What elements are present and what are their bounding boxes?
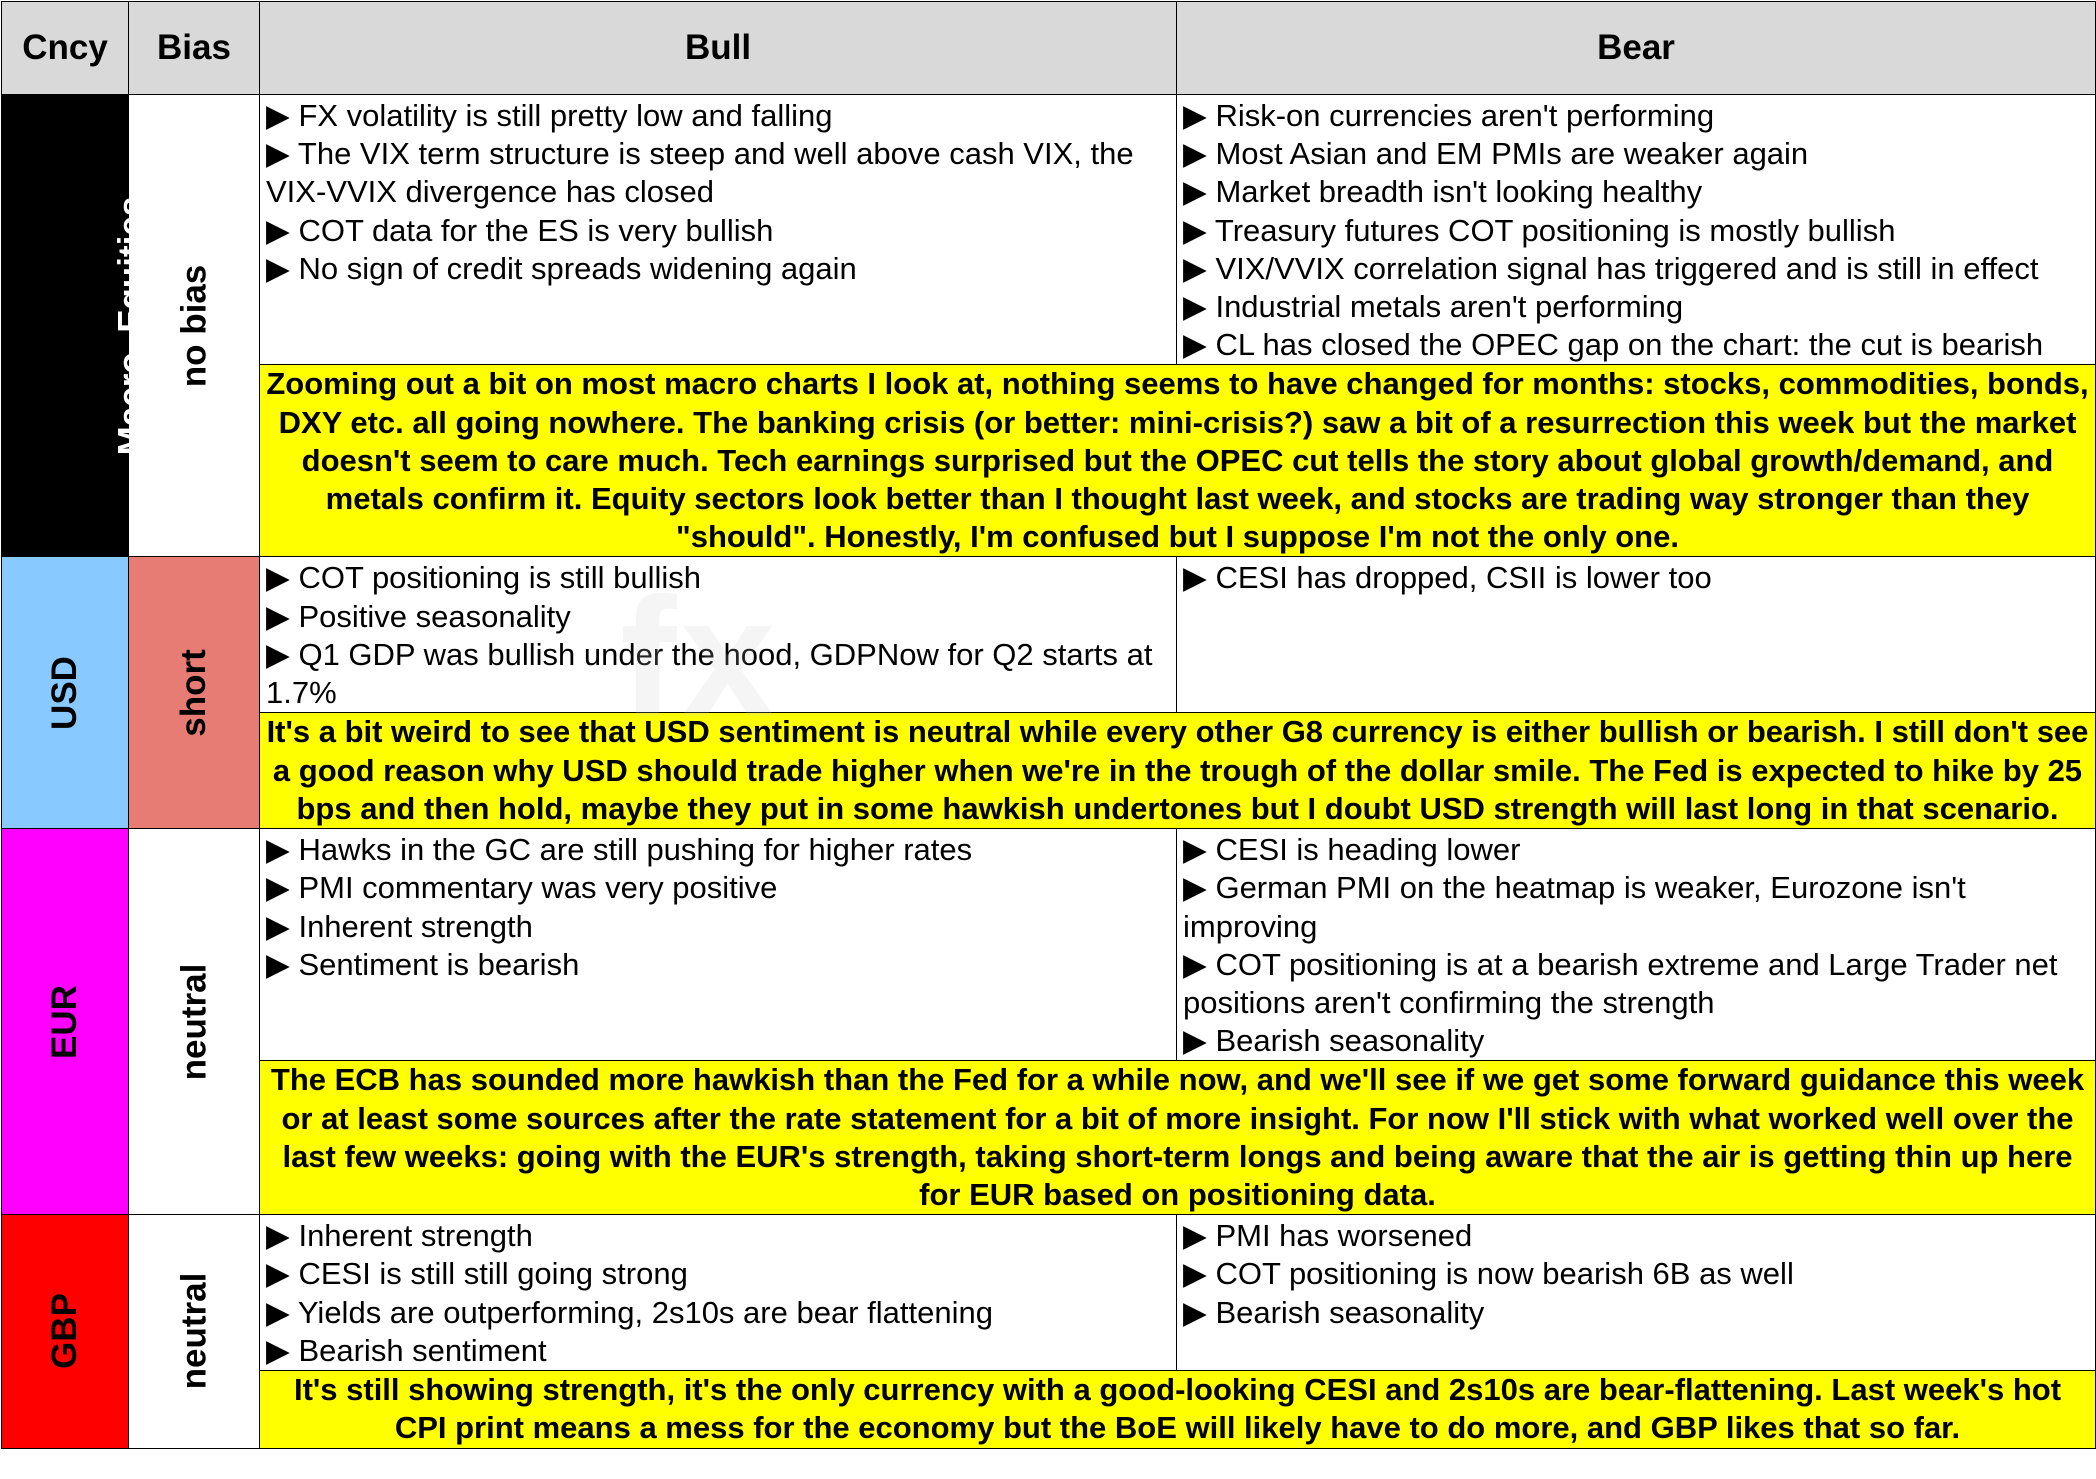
list-item (1183, 1022, 2091, 1060)
list-item-text: Industrial metals aren't performing (1215, 289, 1684, 325)
triangle-bullet-icon: ▶ (266, 212, 299, 248)
list-item-text: COT data for the ES is very bullish (298, 212, 774, 248)
list-item (266, 1217, 1172, 1255)
list-item-text: Market breadth isn't looking healthy (1215, 174, 1703, 210)
list-item (1183, 288, 2091, 326)
triangle-bullet-icon: ▶ (1183, 1218, 1216, 1254)
triangle-bullet-icon: ▶ (1183, 327, 1216, 363)
list-item-text: The VIX term structure is steep and well above cash VIX, the VIX-VVIX divergence has closed (266, 136, 1134, 210)
list-item-text: COT positioning is still bullish (298, 560, 702, 596)
row-usd-lists (2, 557, 2096, 713)
list-item-text: Hawks in the GC are still pushing for higher rates (298, 832, 973, 868)
list-item (1183, 946, 2091, 1022)
list-item-text: CESI has dropped, CSII is lower too (1215, 560, 1712, 596)
row-macro-summary (2, 365, 2096, 557)
triangle-bullet-icon: ▶ (1183, 212, 1215, 248)
row-gbp-lists (2, 1215, 2096, 1371)
triangle-bullet-icon: ▶ (1183, 1256, 1216, 1292)
triangle-bullet-icon: ▶ (266, 946, 299, 982)
header-bull: Bull (260, 2, 1177, 95)
list-item-text: German PMI on the heatmap is weaker, Eurozone isn't improving (1183, 870, 1966, 944)
list-item-text: No sign of credit spreads widening again (298, 250, 857, 286)
triangle-bullet-icon: ▶ (266, 636, 299, 672)
row-eur-lists (2, 829, 2096, 1061)
triangle-bullet-icon: ▶ (1183, 1023, 1216, 1059)
list-item (1183, 135, 2091, 173)
bias-label: neutral (173, 1273, 213, 1390)
list-item (266, 1294, 1172, 1332)
triangle-bullet-icon: ▶ (1183, 98, 1216, 133)
triangle-bullet-icon: ▶ (266, 98, 299, 133)
bias-cell-usd (129, 557, 260, 829)
list-item-text: Bearish sentiment (298, 1332, 547, 1368)
list-item (1183, 97, 2091, 135)
list-item (266, 1332, 1172, 1370)
watermark-logo: fx (620, 563, 780, 753)
list-item (266, 135, 1172, 211)
summary-text: Zooming out a bit on most macro charts I look at, nothing seems to have changed for months: stocks, commodities, bonds, DXY etc. all going nowhere. The banking crisis (or better: mini-crisis?) saw a bit of a resurrection this week but the market doesn't seem to care much. Tech earnings surprised but the OPEC cut tells the story about global growth/demand, and metals confirm it. Equity sectors look better than I thought last week, and stocks are trading way stronger than they "should". Honestly, I'm confused but I suppose I'm not the only one. (260, 365, 2096, 557)
triangle-bullet-icon: ▶ (266, 832, 299, 868)
bull-list (260, 1215, 1177, 1371)
list-item-text: FX volatility is still pretty low and falling (298, 98, 833, 133)
bull-list (260, 557, 1177, 713)
list-item-text: CESI is heading lower (1215, 832, 1521, 868)
currency-cell-eur (2, 829, 129, 1215)
triangle-bullet-icon: ▶ (266, 1332, 299, 1368)
bull-list (260, 829, 1177, 1061)
triangle-bullet-icon: ▶ (1183, 832, 1216, 868)
list-item-text: Most Asian and EM PMIs are weaker again (1215, 136, 1809, 172)
header-currency: Cncy (2, 2, 129, 95)
bias-cell-eur (129, 829, 260, 1215)
list-item (266, 212, 1172, 250)
list-item (266, 908, 1172, 946)
list-item (1183, 1217, 2091, 1255)
list-item (1183, 1294, 2091, 1332)
list-item-text: COT positioning is at a bearish extreme and Large Trader net positions aren't confirming the strength (1183, 946, 2058, 1021)
triangle-bullet-icon: ▶ (1183, 870, 1216, 906)
triangle-bullet-icon: ▶ (1183, 946, 1216, 982)
bull-list (260, 95, 1177, 365)
row-usd-summary (2, 713, 2096, 829)
list-item (1183, 1255, 2091, 1293)
list-item (1183, 326, 2091, 364)
list-item-text: COT positioning is now bearish 6B as well (1215, 1256, 1794, 1292)
row-macro-lists (2, 95, 2096, 365)
currency-cell-gbp (2, 1215, 129, 1448)
bias-table (1, 1, 2096, 1449)
row-eur-summary (2, 1061, 2096, 1215)
header-row (2, 2, 2096, 95)
triangle-bullet-icon: ▶ (1183, 1294, 1216, 1330)
list-item-text: Yields are outperforming, 2s10s are bear flattening (297, 1294, 993, 1330)
triangle-bullet-icon: ▶ (1183, 136, 1216, 172)
list-item-text: PMI commentary was very positive (298, 870, 778, 906)
list-item-text: Positive seasonality (298, 598, 571, 634)
summary-text: It's a bit weird to see that USD sentiment is neutral while every other G8 currency is either bullish or bearish. I still don't see a good reason why USD should trade higher when we're in the trough of the dollar smile. The Fed is expected to hike by 25 bps and then hold, maybe they put in some hawkish undertones but I doubt USD strength will last long in that scenario. (260, 713, 2096, 829)
bear-list (1177, 1215, 2096, 1371)
list-item-text: Bearish seasonality (1215, 1023, 1485, 1059)
currency-label: GBP (44, 1293, 84, 1370)
triangle-bullet-icon: ▶ (266, 1218, 299, 1254)
list-item (266, 250, 1172, 288)
list-item-text: Sentiment is bearish (298, 946, 580, 982)
list-item (1183, 173, 2091, 211)
list-item (1183, 212, 2091, 250)
list-item-text: CESI is still still going strong (298, 1256, 688, 1292)
currency-label: EUR (45, 984, 84, 1059)
bear-list (1177, 829, 2096, 1061)
triangle-bullet-icon: ▶ (266, 598, 299, 634)
list-item-text: Inherent strength (298, 908, 533, 944)
header-bias: Bias (129, 2, 260, 95)
triangle-bullet-icon: ▶ (266, 1256, 299, 1292)
triangle-bullet-icon: ▶ (1183, 250, 1216, 286)
bias-label: short (174, 649, 213, 737)
list-item (266, 598, 1172, 636)
bias-label: no bias (174, 264, 213, 387)
bias-label: neutral (173, 963, 213, 1081)
summary-text: The ECB has sounded more hawkish than the Fed for a while now, and we'll see if we get some forward guidance this week or at least some sources after the rate statement for a bit of more insight. For now I'll stick with what worked well over the last few weeks: going with the EUR's strength, taking short-term longs and being aware that the air is getting thin up here for EUR based on positioning data. (260, 1061, 2096, 1215)
triangle-bullet-icon: ▶ (266, 560, 299, 596)
row-gbp-summary (2, 1371, 2096, 1448)
list-item-text: Inherent strength (298, 1218, 533, 1254)
list-item (266, 831, 1172, 869)
list-item (1183, 250, 2091, 288)
bear-list (1177, 557, 2096, 713)
triangle-bullet-icon: ▶ (1183, 289, 1216, 325)
list-item-text: CL has closed the OPEC gap on the chart: the cut is bearish (1215, 327, 2044, 363)
list-item-text: PMI has worsened (1215, 1218, 1473, 1254)
triangle-bullet-icon: ▶ (266, 870, 299, 906)
header-bear: Bear (1177, 2, 2096, 95)
list-item (1183, 559, 2091, 597)
triangle-bullet-icon: ▶ (1183, 560, 1216, 596)
bias-cell-gbp (129, 1215, 260, 1448)
triangle-bullet-icon: ▶ (266, 1294, 298, 1330)
triangle-bullet-icon: ▶ (266, 136, 298, 172)
triangle-bullet-icon: ▶ (266, 250, 299, 286)
triangle-bullet-icon: ▶ (266, 908, 299, 944)
list-item (266, 1255, 1172, 1293)
list-item (266, 636, 1172, 712)
list-item-text: Treasury futures COT positioning is mostly bullish (1214, 212, 1896, 248)
list-item-text: Q1 GDP was bullish under the hood, GDPNow for Q2 starts at 1.7% (266, 636, 1153, 711)
list-item-text: Risk-on currencies aren't performing (1215, 98, 1715, 133)
list-item (1183, 831, 2091, 869)
triangle-bullet-icon: ▶ (1183, 174, 1216, 210)
summary-text: It's still showing strength, it's the only currency with a good-looking CESI and 2s10s are bear-flattening. Last week's hot CPI print means a mess for the economy but the BoE will likely have to do more, and GBP likes that so far. (260, 1371, 2096, 1448)
list-item (266, 559, 1172, 597)
bear-list (1177, 95, 2096, 365)
currency-cell-macro (2, 95, 151, 557)
list-item (1183, 869, 2091, 945)
list-item (266, 869, 1172, 907)
list-item (266, 97, 1172, 135)
currency-cell-usd (2, 557, 129, 829)
list-item (266, 946, 1172, 984)
list-item-text: Bearish seasonality (1215, 1294, 1485, 1330)
currency-label: USD (45, 655, 84, 730)
list-item-text: VIX/VVIX correlation signal has triggered and is still in effect (1215, 250, 2039, 286)
currency-label: Macro, Equities (111, 196, 151, 456)
